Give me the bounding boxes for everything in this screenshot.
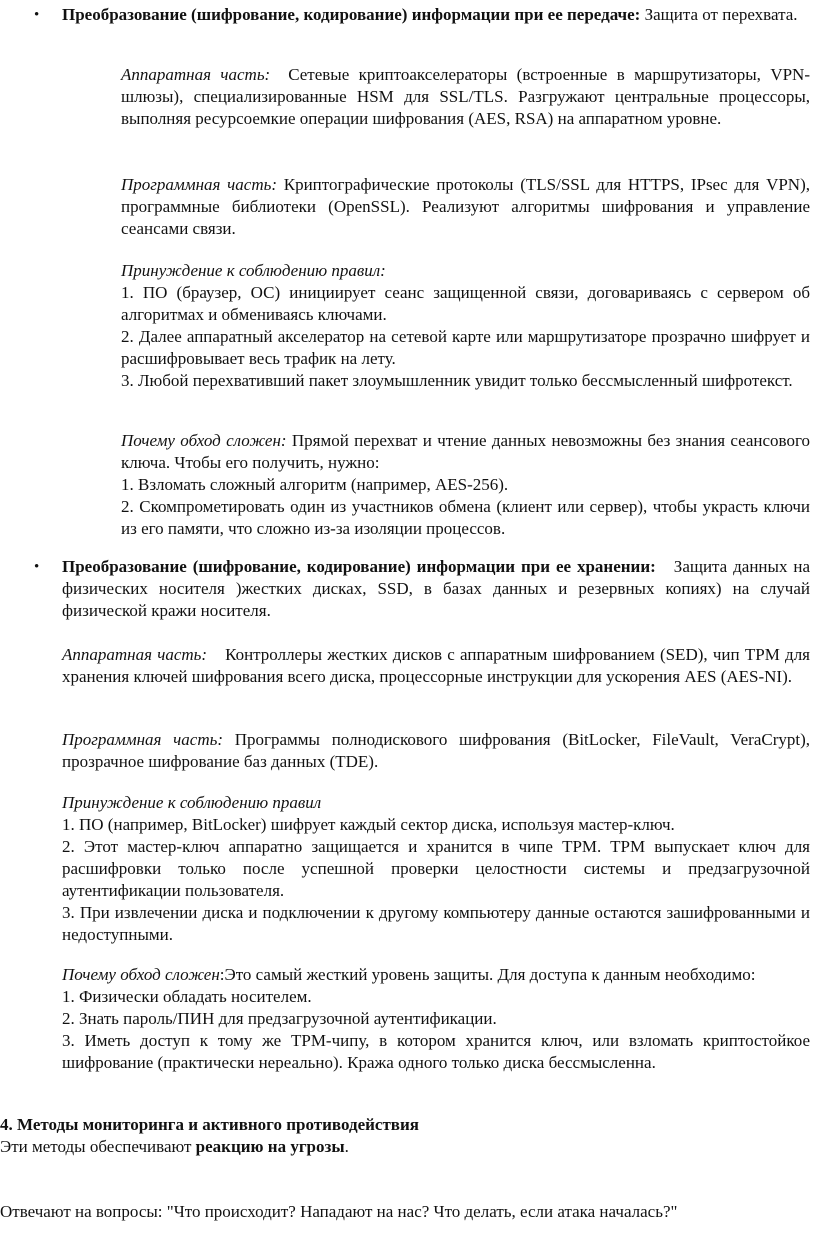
section1-why-text: Прямой перехват и чтение данных невозможны без знания сеансового ключа. Чтобы его получить, нужно:: [121, 431, 810, 472]
section1-enforcement: [121, 260, 810, 392]
section2-sw-label: Программная часть:: [62, 730, 224, 749]
list-item: 3. При извлечении диска и подключении к другому компьютеру данные остаются зашифрованными и недоступными.: [62, 903, 810, 944]
section2-title: Преобразование (шифрование, кодирование) информации при ее хранении:: [62, 557, 656, 576]
section1-hw-label: Аппаратная часть:: [121, 65, 271, 84]
list-item: 1. Физически обладать носителем.: [62, 987, 312, 1006]
section1-hardware: [121, 64, 810, 130]
list-item: 2. Знать пароль/ПИН для предзагрузочной аутентификации.: [62, 1009, 497, 1028]
section2-hw-text: Контроллеры жестких дисков с аппаратным шифрованием (SED), чип TPM для хранения ключей шифрования всего диска, процессорные инструкции для ускорения AES (AES-NI).: [62, 645, 810, 686]
section2-intro: Защита данных на физических носителя )жестких дисках, SSD, в базах данных и резервных копиях) на случай физической кражи носителя.: [62, 557, 811, 620]
section1-intro: Защита от перехвата.: [640, 5, 798, 24]
section2-why-label: Почему обход сложен: [62, 965, 220, 984]
section1-title: Преобразование (шифрование, кодирование) информации при ее передаче:: [62, 5, 641, 24]
section2-enf-label: Принуждение к соблюдению правил: [62, 793, 322, 812]
section4: [0, 1114, 810, 1158]
list-item: 3. Любой перехвативший пакет злоумышленник увидит только бессмысленный шифротекст.: [121, 371, 793, 390]
section4-heading: 4. Методы мониторинга и активного противодействия: [0, 1115, 419, 1134]
list-item: 2. Этот мастер-ключ аппаратно защищается и хранится в чипе TPM. TPM выпускает ключ для расшифровки только после успешной проверки целостности системы и предзагрузочной аутентификации пользователя.: [62, 837, 810, 900]
section2-why: [62, 964, 810, 1074]
section2-sw-text: Программы полнодискового шифрования (BitLocker, FileVault, VeraCrypt), прозрачное шифрование баз данных (TDE).: [62, 730, 810, 771]
list-item: 2. Скомпрометировать один из участников обмена (клиент или сервер), чтобы украсть ключи из его памяти, что сложно из-за изоляции процессов.: [121, 497, 810, 538]
section4-line-suffix: .: [344, 1137, 349, 1156]
section1-header: [62, 4, 810, 26]
section2-why-text: :Это самый жесткий уровень защиты. Для доступа к данным необходимо:: [219, 965, 756, 984]
section2-header: [62, 556, 810, 622]
section4-line-bold: реакцию на угрозы: [195, 1137, 345, 1156]
list-item: 1. Взломать сложный алгоритм (например, AES-256).: [121, 475, 509, 494]
section2-enforcement: [62, 792, 810, 946]
bullet-marker: •: [34, 7, 40, 23]
list-item: 1. ПО (например, BitLocker) шифрует каждый сектор диска, используя мастер-ключ.: [62, 815, 675, 834]
section2-software: [62, 729, 810, 773]
section4-line: [0, 1136, 810, 1158]
section2-hardware: [62, 644, 810, 688]
section1-hw-text: Сетевые криптоакселераторы (встроенные в маршрутизаторы, VPN-шлюзы), специализированные HSM для SSL/TLS. Разгружают центральные процессоры, выполняя ресурсоемкие операции шифрования (AES, RSA) на аппаратном уровне.: [121, 65, 810, 128]
list-item: 3. Иметь доступ к тому же TPM-чипу, в котором хранится ключ, или взломать криптостойкое шифрование (практически нереально). Кража одного только диска бессмысленна.: [62, 1031, 810, 1072]
section1-software: [121, 174, 810, 240]
section1-why-label: Почему обход сложен:: [121, 431, 287, 450]
list-item: 2. Далее аппаратный акселератор на сетевой карте или маршрутизаторе прозрачно шифрует и расшифровывает весь трафик на лету.: [121, 327, 810, 368]
section1-sw-text: Криптографические протоколы (TLS/SSL для HTTPS, IPsec для VPN), программные библиотеки (OpenSSL). Реализуют алгоритмы шифрования и управление сеансами связи.: [121, 175, 810, 238]
section4-questions: Отвечают на вопросы: "Что происходит? Нападают на нас? Что делать, если атака началась?": [0, 1202, 678, 1221]
section1-why: [121, 430, 810, 540]
section2-hw-label: Аппаратная часть:: [62, 645, 208, 664]
section4-line-prefix: Эти методы обеспечивают: [0, 1137, 196, 1156]
list-item: 1. ПО (браузер, ОС) инициирует сеанс защищенной связи, договариваясь с сервером об алгоритмах и обмениваясь ключами.: [121, 283, 810, 324]
bullet-marker: •: [34, 559, 40, 575]
section1-enf-label: Принуждение к соблюдению правил:: [121, 261, 386, 280]
section1-sw-label: Программная часть:: [121, 175, 278, 194]
